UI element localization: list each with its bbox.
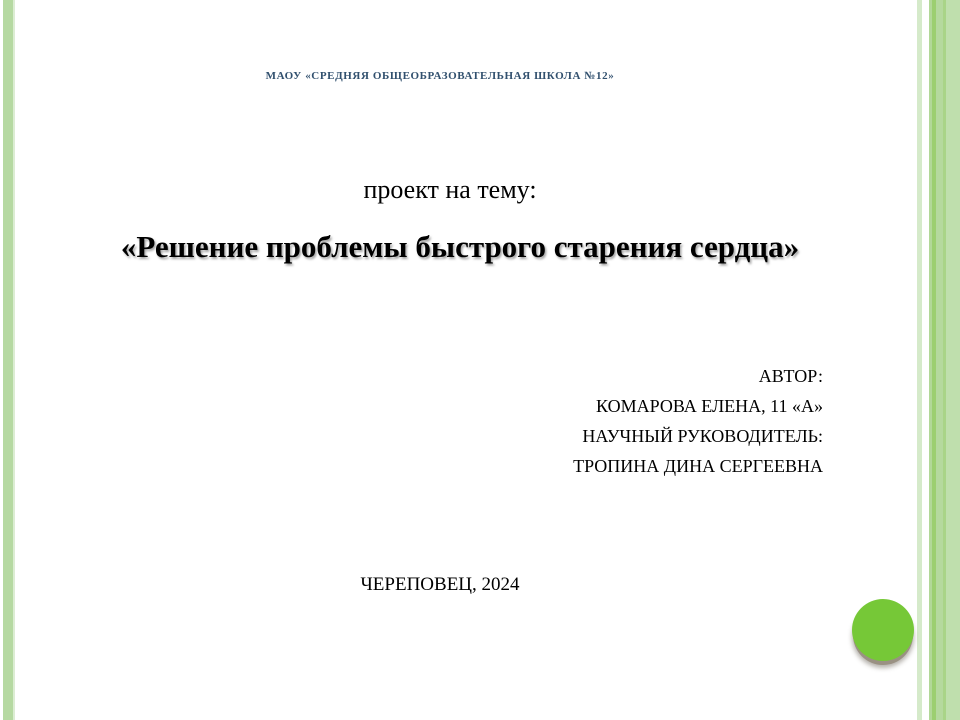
decorative-green-circle <box>852 599 914 661</box>
project-title: «Решение проблемы быстрого старения сердца» <box>120 229 800 264</box>
project-subtitle: проект на тему: <box>363 175 537 204</box>
school-name-header: МАОУ «СРЕДНЯЯ ОБЩЕОБРАЗОВАТЕЛЬНАЯ ШКОЛА №12» <box>265 70 615 82</box>
left-border-stripe-light <box>13 0 15 720</box>
author-label: АВТОР: <box>758 366 823 386</box>
city-year-footer: ЧЕРЕПОВЕЦ, 2024 <box>360 574 520 595</box>
author-name: КОМАРОВА ЕЛЕНА, 11 «А» <box>596 396 823 416</box>
credits-block <box>573 361 823 481</box>
supervisor-label: НАУЧНЫЙ РУКОВОДИТЕЛЬ: <box>582 426 823 446</box>
right-border-band-stripe <box>936 0 943 720</box>
supervisor-name: ТРОПИНА ДИНА СЕРГЕЕВНА <box>573 456 823 476</box>
right-border-thin-stripe <box>917 0 922 720</box>
left-border-stripe <box>3 0 13 720</box>
right-border-band-stripe <box>946 0 960 720</box>
